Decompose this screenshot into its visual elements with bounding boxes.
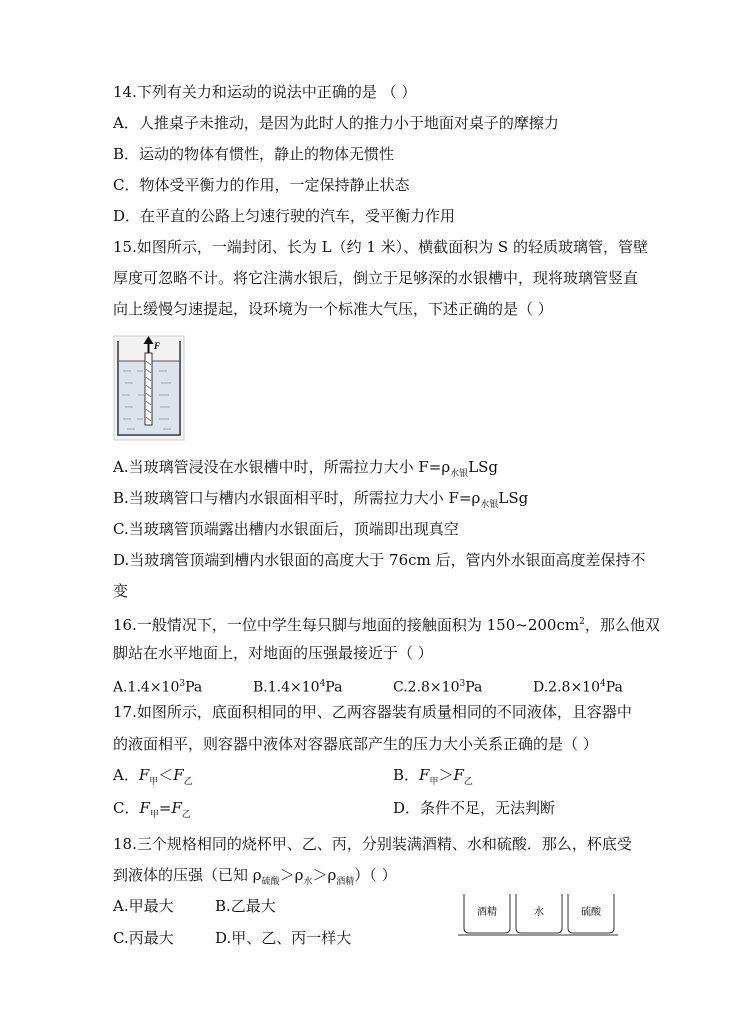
q15-option-c: C.当玻璃管顶端露出槽内水银面后，顶端即出现真空 <box>113 520 459 538</box>
q15-option-b: B.当玻璃管口与槽内水银面相平时，所需拉力大小 $F=\rho_{水银}LSg$ <box>113 489 529 510</box>
beaker-label-acid: 硫酸 <box>581 907 601 918</box>
q16-option-c: $C.2.8\times 10^3Pa$ <box>393 679 483 696</box>
q16-stem-line1: 16.一般情况下，一位中学生每只脚与地面的接触面积为 $150\sim 200cm^2$，那么他双 <box>113 616 660 634</box>
force-label: F <box>154 341 161 351</box>
q14-option-b: B．运动的物体有惯性，静止的物体无惯性 <box>113 145 395 163</box>
q17-option-b: B．$F_甲>F_乙$ <box>393 766 473 787</box>
beakers-figure <box>456 888 622 942</box>
q18-stem-line1: 18.三个规格相同的烧杯甲、乙、丙，分别装满酒精、水和硫酸．那么，杯底受 <box>113 835 632 853</box>
q15-stem-line3: 向上缓慢匀速提起，设环境为一个标准大气压，下述正确的是（ ） <box>113 300 553 318</box>
q14-stem: 14.下列有关力和运动的说法中正确的是 （ ） <box>113 83 417 101</box>
q16-stem-line2: 脚站在水平地面上，对地面的压强最接近于（ ） <box>113 644 433 662</box>
q18-option-c: C.丙最大 <box>113 929 174 947</box>
q14-option-d: D．在平直的公路上匀速行驶的汽车，受平衡力作用 <box>113 207 456 225</box>
beaker-label-water: 水 <box>534 907 544 918</box>
q14-option-c: C．物体受平衡力的作用，一定保持静止状态 <box>113 176 410 194</box>
q17-option-c: C．$F_甲=F_乙$ <box>113 799 191 820</box>
q16-option-d: $D.2.8\times 10^4Pa$ <box>533 679 623 696</box>
q17-option-a: A．$F_甲<F_乙$ <box>113 766 193 787</box>
q18-stem-line2: 到液体的压强（已知 $\rho_{硫酸}>\rho_水>\rho_{酒精}$）（ ） <box>113 866 397 887</box>
q17-stem-line2: 的液面相平，则容器中液体对容器底部产生的压力大小关系正确的是（ ） <box>113 735 598 753</box>
q15-option-d-line2: 变 <box>113 582 129 600</box>
q18-option-a: A.甲最大 <box>113 897 174 915</box>
q17-stem-line1: 17.如图所示，底面积相同的甲、乙两容器装有质量相同的不同液体，且容器中 <box>113 703 632 721</box>
q16-option-a: $A.1.4\times 10^3Pa$ <box>113 679 203 696</box>
q15-option-d-line1: D.当玻璃管顶端到槽内水银面的高度大于 76cm 后，管内外水银面高度差保持不 <box>113 551 646 569</box>
q15-stem-line2: 厚度可忽略不计。将它注满水银后，倒立于足够深的水银槽中，现将玻璃管竖直 <box>113 269 639 287</box>
beaker-label-alcohol: 酒精 <box>477 907 497 918</box>
q16-option-b: $B.1.4\times 10^4Pa$ <box>253 679 343 696</box>
q14-option-a: A．人推桌子未推动，是因为此时人的推力小于地面对桌子的摩擦力 <box>113 114 559 132</box>
q15-option-a: A.当玻璃管浸没在水银槽中时，所需拉力大小 $F=\rho_{水银}LSg$ <box>113 458 499 479</box>
q18-option-b: B.乙最大 <box>215 897 276 915</box>
q15-stem-line1: 15.如图所示，一端封闭、长为 L（约 1 米）、横截面积为 S 的轻质玻璃管，管壁 <box>113 238 648 256</box>
q17-option-d: D．条件不足，无法判断 <box>393 799 556 817</box>
mercury-trough-figure <box>113 335 185 441</box>
q18-option-d: D.甲、乙、丙一样大 <box>215 929 352 947</box>
